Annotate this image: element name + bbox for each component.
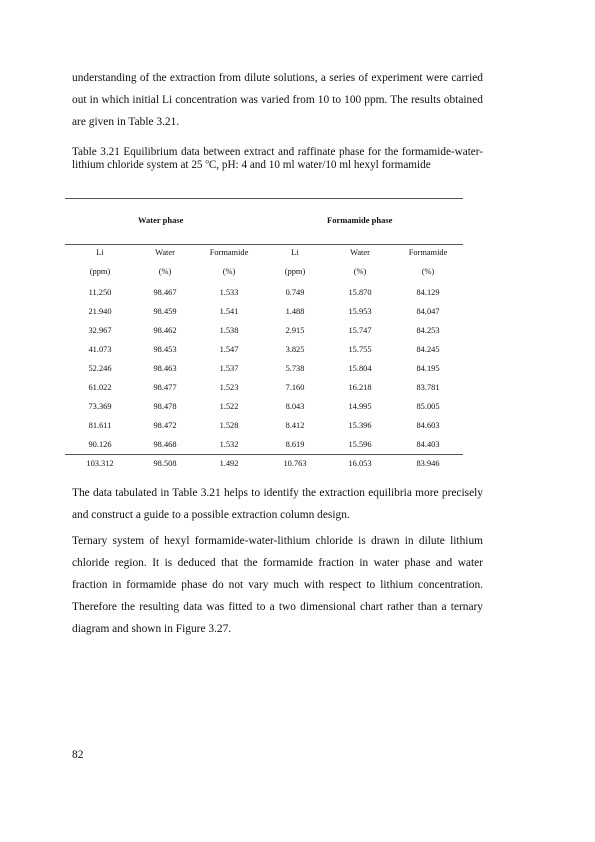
column-header: Li <box>291 248 299 257</box>
table-row <box>65 302 463 321</box>
table-cell: 98.463 <box>153 364 177 373</box>
table-cell: 98.468 <box>153 440 177 449</box>
degree-superscript: o <box>205 156 209 165</box>
caption-text-end: C, pH: 4 and 10 ml water/10 ml hexyl formamide <box>208 158 431 171</box>
column-header: Formamide <box>209 248 249 257</box>
table-cell: 1.541 <box>219 307 239 316</box>
column-header: Li <box>96 248 104 257</box>
table-cell: 15.953 <box>348 307 372 316</box>
table-cell: 1.538 <box>219 326 239 335</box>
table-cell: 98.462 <box>153 326 177 335</box>
table-cell: 98.508 <box>153 459 177 468</box>
table-cell: 7.160 <box>285 383 305 392</box>
table-header-rule <box>65 244 463 245</box>
unit-header: (ppm) <box>284 266 306 276</box>
table-cell: 10.763 <box>283 459 307 468</box>
table-body <box>65 283 463 473</box>
table-top-rule <box>65 198 463 199</box>
table-cell: 1.532 <box>219 440 239 449</box>
table-cell: 98.478 <box>153 402 177 411</box>
column-header: Water <box>155 248 175 257</box>
table-cell: 3.825 <box>285 345 305 354</box>
table-row <box>65 435 463 454</box>
table-row <box>65 378 463 397</box>
table-cell: 1.523 <box>219 383 239 392</box>
table-cell: 41.073 <box>88 345 112 354</box>
table-cell: 84.047 <box>416 307 440 316</box>
table-cell: 1.547 <box>219 345 239 354</box>
table-cell: 98.472 <box>153 421 177 430</box>
table-cell: 1.488 <box>285 307 305 316</box>
table-cell: 84.253 <box>416 326 440 335</box>
column-header-row <box>65 246 463 259</box>
table-cell: 83.946 <box>416 459 440 468</box>
table-cell: 103.312 <box>86 459 114 468</box>
paragraph-ternary-system: Ternary system of hexyl formamide-water-lithium chloride is drawn in dilute lithium chloride region. It is deduced that the formamide fraction in water phase and water fraction in formamide phase do not vary much with respect to lithium concentration. Therefore the resulting data was fitted to a two dimensional chart rather than a ternary diagram and shown in Figure 3.27. <box>72 535 483 635</box>
table-cell: 15.804 <box>348 364 372 373</box>
table-cell: 98.467 <box>153 288 177 297</box>
unit-header: (ppm) <box>89 266 111 276</box>
table-row <box>65 321 463 340</box>
table-bottom-rule <box>65 454 463 455</box>
table-row <box>65 340 463 359</box>
table-cell: 1.528 <box>219 421 239 430</box>
formamide-phase-header: Formamide phase <box>327 215 393 225</box>
table-cell: 1.533 <box>219 288 239 297</box>
table-cell: 81.611 <box>88 421 112 430</box>
intro-paragraph: understanding of the extraction from dilute solutions, a series of experiment were carried out in which initial Li concentration was varied from 10 to 100 ppm. The results obtained are given in Table 3.21. <box>72 72 483 128</box>
table-cell: 1.537 <box>219 364 239 373</box>
table-cell: 61.022 <box>88 383 112 392</box>
table-row <box>65 283 463 302</box>
table-cell: 21.940 <box>88 307 112 316</box>
table-cell: 84.403 <box>416 440 440 449</box>
table-cell: 52.246 <box>88 364 112 373</box>
table-cell: 98.453 <box>153 345 177 354</box>
table-row <box>65 359 463 378</box>
table-cell: 16.218 <box>348 383 372 392</box>
table-cell: 32.967 <box>88 326 112 335</box>
table-cell: 73.369 <box>88 402 112 411</box>
table-cell: 2.915 <box>285 326 305 335</box>
table-cell: 1.492 <box>219 459 239 468</box>
table-cell: 8.043 <box>285 402 305 411</box>
table-cell: 15.870 <box>348 288 372 297</box>
table-cell: 1.522 <box>219 402 239 411</box>
table-cell: 15.755 <box>348 345 372 354</box>
table-cell: 98.459 <box>153 307 177 316</box>
table-cell: 8.619 <box>285 440 305 449</box>
table-cell: 15.396 <box>348 421 372 430</box>
unit-header: (%) <box>222 266 236 276</box>
column-header: Water <box>350 248 370 257</box>
table-cell: 16.053 <box>348 459 372 468</box>
column-header: Formamide <box>408 248 448 257</box>
table-row <box>65 416 463 435</box>
unit-header: (%) <box>158 266 172 276</box>
paragraph-table-summary: The data tabulated in Table 3.21 helps to identify the extraction equilibria more precisely and construct a guide to a possible extraction column design. <box>72 487 483 521</box>
table-cell: 14.995 <box>348 402 372 411</box>
page-number: 82 <box>72 749 84 761</box>
table-cell: 84.195 <box>416 364 440 373</box>
caption-text-start: Table 3.21 Equilibrium data between extract and raffinate phase for the formamide-water-lithium chloride system at 25 <box>72 146 483 171</box>
table-row <box>65 454 463 473</box>
table-cell: 90.126 <box>88 440 112 449</box>
table-caption <box>72 146 483 171</box>
table-cell: 83.781 <box>416 383 440 392</box>
unit-header: (%) <box>353 266 367 276</box>
table-row <box>65 397 463 416</box>
equilibrium-data-table <box>65 246 463 473</box>
table-cell: 84.129 <box>416 288 440 297</box>
table-cell: 15.596 <box>348 440 372 449</box>
unit-header: (%) <box>421 266 435 276</box>
table-cell: 84.603 <box>416 421 440 430</box>
table-cell: 15.747 <box>348 326 372 335</box>
table-cell: 84.245 <box>416 345 440 354</box>
table-cell: 98.477 <box>153 383 177 392</box>
table-cell: 0.749 <box>285 288 305 297</box>
table-cell: 11.250 <box>88 288 112 297</box>
table-cell: 85.005 <box>416 402 440 411</box>
table-cell: 5.738 <box>285 364 305 373</box>
unit-header-row <box>65 259 463 283</box>
table-cell: 8.412 <box>285 421 305 430</box>
water-phase-header: Water phase <box>138 215 184 225</box>
